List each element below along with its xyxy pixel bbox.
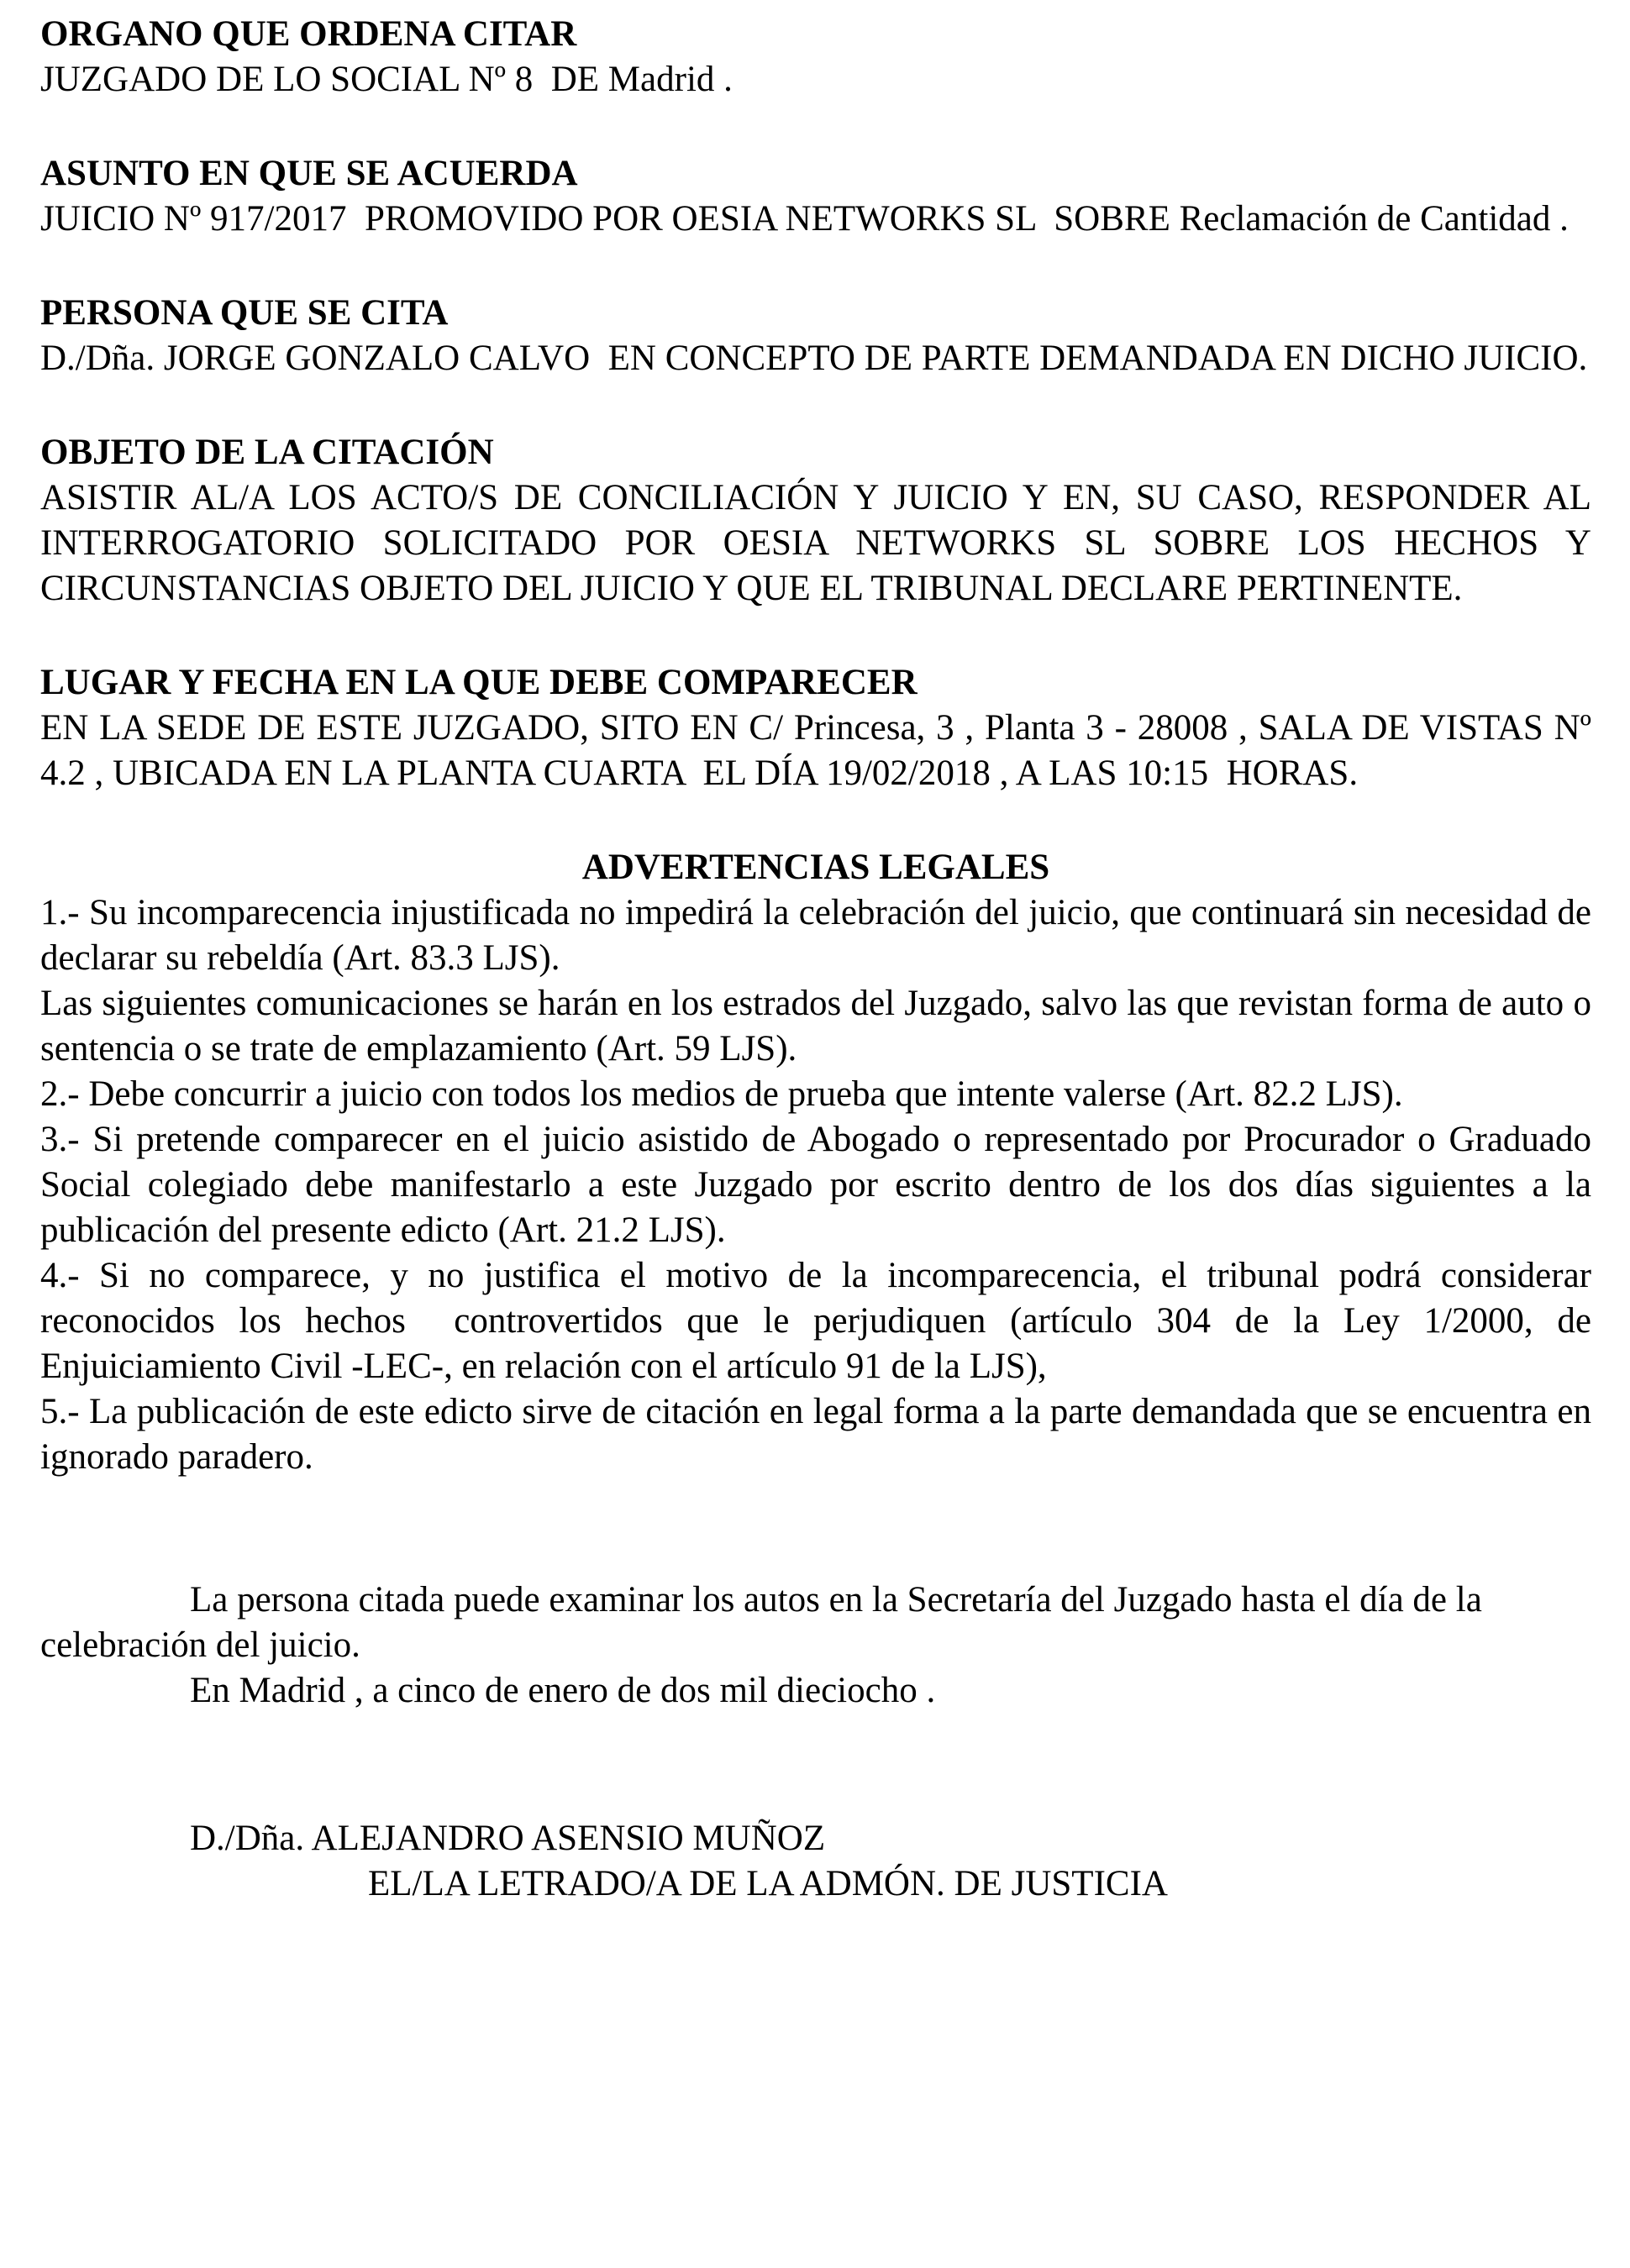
signature-name: D./Dña. ALEJANDRO ASENSIO MUÑOZ <box>190 1819 826 1858</box>
advertencia-item-1: 1.- Su incomparecencia injustificada no impedirá la celebración del juicio, que continuará sin necesidad de declarar su rebeldía (Art. 83.3 LJS). <box>40 893 1601 978</box>
advertencias-section <box>40 845 1601 1480</box>
section-objeto-heading: OBJETO DE LA CITACIÓN <box>40 433 494 472</box>
advertencia-item-5: 5.- La publicación de este edicto sirve de citación en legal forma a la parte demandada que se encuentra en ignorado paradero. <box>40 1392 1601 1477</box>
advertencias-title: ADVERTENCIAS LEGALES <box>581 848 1050 887</box>
section-organo-body: JUZGADO DE LO SOCIAL Nº 8 DE Madrid . <box>40 60 733 99</box>
section-lugar-fecha <box>40 660 1601 796</box>
closing-examine-note: La persona citada puede examinar los autos en la Secretaría del Juzgado hasta el día de la celebración del juicio. <box>40 1580 1491 1665</box>
signature-block <box>40 1816 1591 1907</box>
section-persona-heading: PERSONA QUE SE CITA <box>40 293 449 333</box>
section-persona <box>40 291 1591 381</box>
closing-date-line: En Madrid , a cinco de enero de dos mil dieciocho . <box>190 1671 936 1710</box>
section-persona-body: D./Dña. JORGE GONZALO CALVO EN CONCEPTO DE PARTE DEMANDADA EN DICHO JUICIO. <box>40 339 1588 378</box>
section-objeto <box>40 430 1601 612</box>
section-lugar-fecha-heading: LUGAR Y FECHA EN LA QUE DEBE COMPARECER <box>40 663 918 702</box>
section-organo-heading: ORGANO QUE ORDENA CITAR <box>40 14 577 54</box>
advertencia-item-comunicaciones: Las siguientes comunicaciones se harán en los estrados del Juzgado, salvo las que revistan forma de auto o sentencia o se trate de emplazamiento (Art. 59 LJS). <box>40 984 1601 1068</box>
section-organo <box>40 12 1591 102</box>
section-asunto-body: JUICIO Nº 917/2017 PROMOVIDO POR OESIA NETWORKS SL SOBRE Reclamación de Cantidad . <box>40 199 1569 239</box>
advertencia-item-3: 3.- Si pretende comparecer en el juicio asistido de Abogado o representado por Procurador o Graduado Social colegiado debe manifestarlo a este Juzgado por escrito dentro de los dos días siguientes a la publicación del presente edicto (Art. 21.2 LJS). <box>40 1120 1601 1250</box>
section-asunto-heading: ASUNTO EN QUE SE ACUERDA <box>40 154 578 193</box>
section-asunto <box>40 151 1591 242</box>
section-objeto-body: ASISTIR AL/A LOS ACTO/S DE CONCILIACIÓN Y JUICIO Y EN, SU CASO, RESPONDER AL INTERROGATORIO SOLICITADO POR OESIA NETWORKS SL SOBRE LOS HECHOS Y CIRCUNSTANCIAS OBJETO DEL JUICIO Y QUE EL TRIBUNAL DECLARE PERTINENTE. <box>40 478 1601 608</box>
closing-section <box>40 1578 1591 1714</box>
section-lugar-fecha-body: EN LA SEDE DE ESTE JUZGADO, SITO EN C/ Princesa, 3 , Planta 3 - 28008 , SALA DE VISTAS Nº 4.2 , UBICADA EN LA PLANTA CUARTA EL DÍA 19/02/2018 , A LAS 10:15 HORAS. <box>40 708 1601 793</box>
edict-document <box>40 12 1601 1907</box>
signature-title: EL/LA LETRADO/A DE LA ADMÓN. DE JUSTICIA <box>368 1864 1168 1903</box>
advertencia-item-2: 2.- Debe concurrir a juicio con todos los medios de prueba que intente valerse (Art. 82.2 LJS). <box>40 1074 1403 1114</box>
advertencia-item-4: 4.- Si no comparece, y no justifica el motivo de la incomparecencia, el tribunal podrá considerar reconocidos los hechos controvertidos que le perjudiquen (artículo 304 de la Ley 1/2000, de Enjuiciamiento Civil -LEC-, en relación con el artículo 91 de la LJS), <box>40 1256 1601 1386</box>
